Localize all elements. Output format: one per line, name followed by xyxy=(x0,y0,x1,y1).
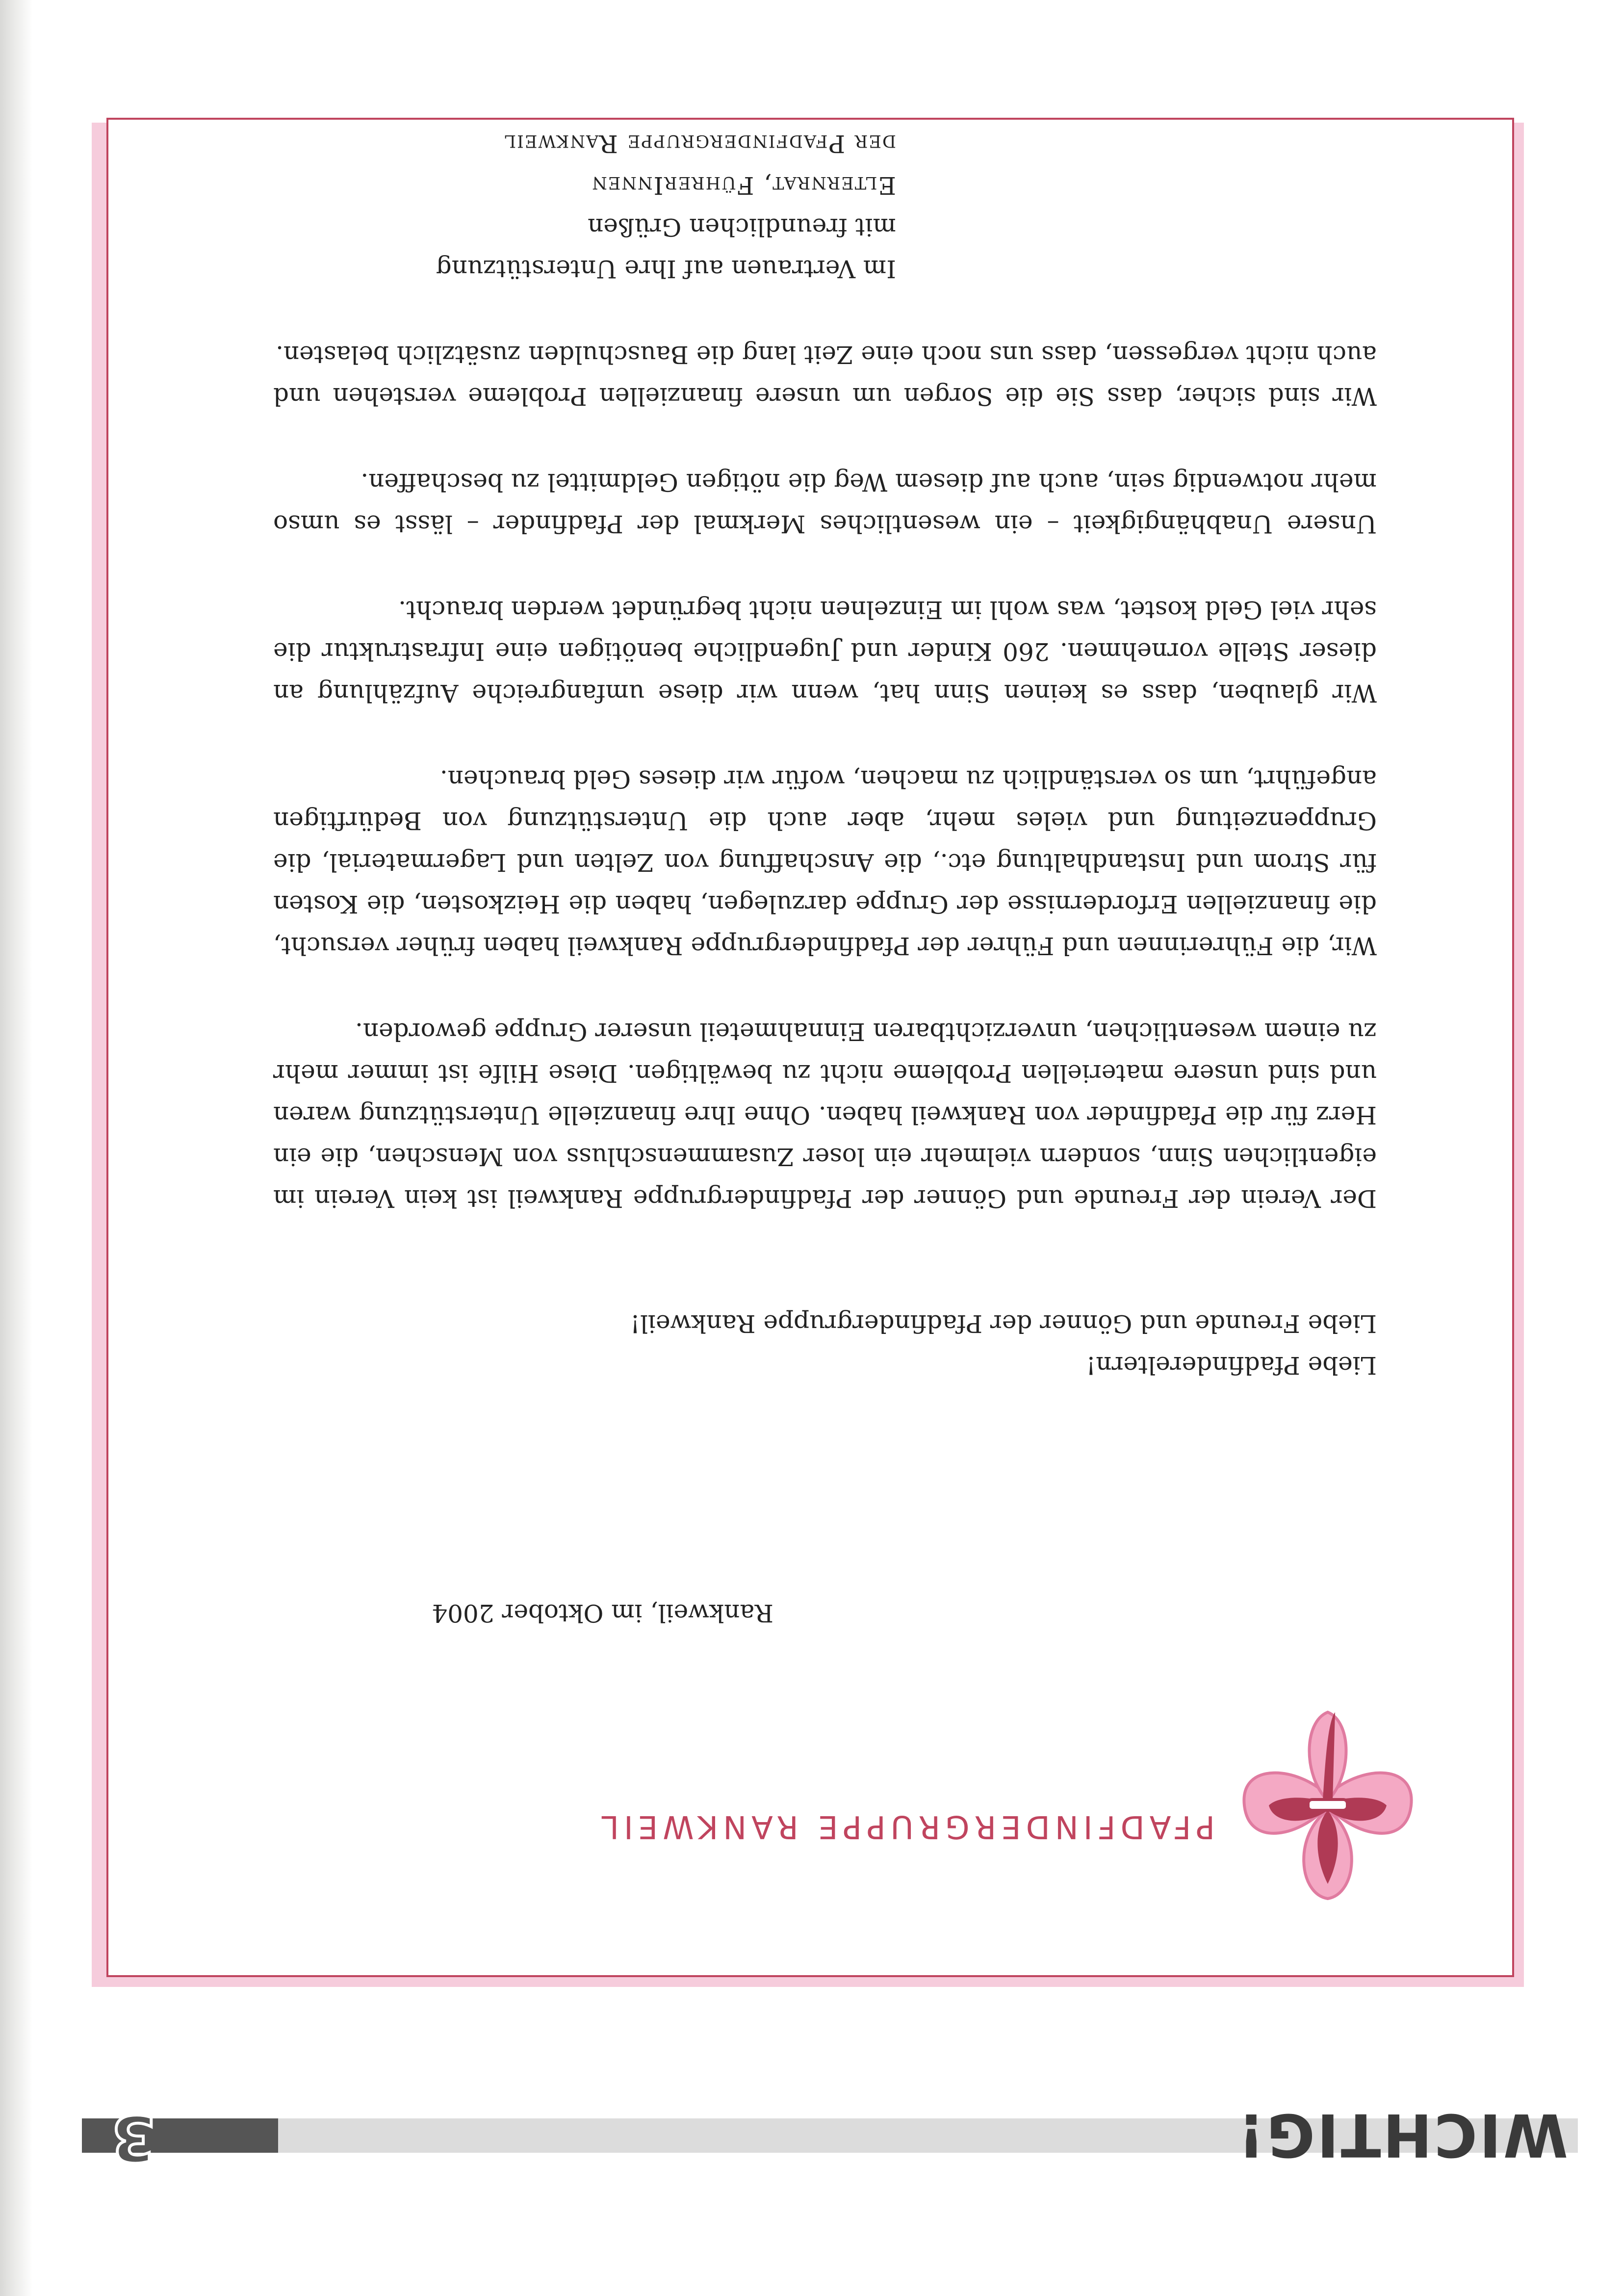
salutation-parents: Liebe Pfadfindereltern! xyxy=(1086,1351,1377,1380)
signature-line: Elternrat, FührerInnen xyxy=(591,171,896,200)
paragraph: Wir glauben, dass es keinen Sinn hat, wenn wir diese umfangreiche Aufzählung an dieser Stelle vornehmen. 260 Kinder und Jugendliche benötigen eine Infrastruktur die sehr viel Geld kostet, was wohl im Einzelnen nicht begründet werden braucht. xyxy=(273,596,1377,707)
scan-edge xyxy=(0,0,33,2296)
paragraph: Wir sind sicher, dass Sie die Sorgen um unsere finanziellen Probleme verstehen und auch nicht vergessen, dass uns noch eine Zeit lang die Bauschulden zusätzlich belasten. xyxy=(273,340,1377,411)
paragraph: Wir, die Führerinnen und Führer der Pfadfindergruppe Rankweil haben früher versucht, die finanziellen Erfordernisse der Gruppe darzulegen, haben die Heizkosten, die Kosten für Strom und Instandhaltung etc., die Anschaffung von Zelten und Lagermaterial, die Gruppenzeitung und vieles mehr, aber auch die Unterstützung von Bedürftigen angeführt, um so verständlich zu machen, wofür wir dieses Geld brauchen. xyxy=(273,765,1377,960)
salutation-friends: Liebe Freunde und Gönner der Pfadfindergruppe Rankweil! xyxy=(630,1309,1377,1338)
scout-lily-icon xyxy=(1230,1702,1426,1908)
page-number: 3 xyxy=(111,2101,155,2175)
closing-block xyxy=(273,123,1377,289)
header-title: WICHTIG! xyxy=(1236,2100,1568,2168)
logo-band xyxy=(1308,1800,1347,1810)
paragraph: Unsere Unabhängigkeit – ein wesentliches Merkmal der Pfadfinder – lässt es umso mehr notwendig sein, auch auf diesem Weg die nötigen Geldmittel zu beschaffen. xyxy=(273,468,1377,538)
closing-line: mit freundlichen Grüßen xyxy=(588,213,896,241)
paragraph: Der Verein der Freunde und Gönner der Pfadfindergruppe Rankweil ist kein Verein im eigentlichen Sinn, sondern vielmehr ein loser Zusammenschluss von Menschen, die ein Herz für die Pfadfinder von Rankweil haben. Ohne Ihre finanzielle Unterstützung waren und sind unsere materiellen Probleme nicht zu bewältigen. Diese Hilfe ist immer mehr zu einem wesentlichen, unverzichtbaren Einnahmeteil unserer Gruppe geworden. xyxy=(273,1018,1377,1213)
date-line: Rankweil, im Oktober 2004 xyxy=(432,1599,773,1627)
closing-line: Im Vertrauen auf Ihre Unterstützung xyxy=(436,255,896,283)
signature-line: der Pfadfindergruppe Rankweil xyxy=(503,130,896,158)
letter-body xyxy=(273,123,1377,1634)
logo-text: PFADFINDERGRUPPE RANKWEIL xyxy=(596,1808,1215,1845)
